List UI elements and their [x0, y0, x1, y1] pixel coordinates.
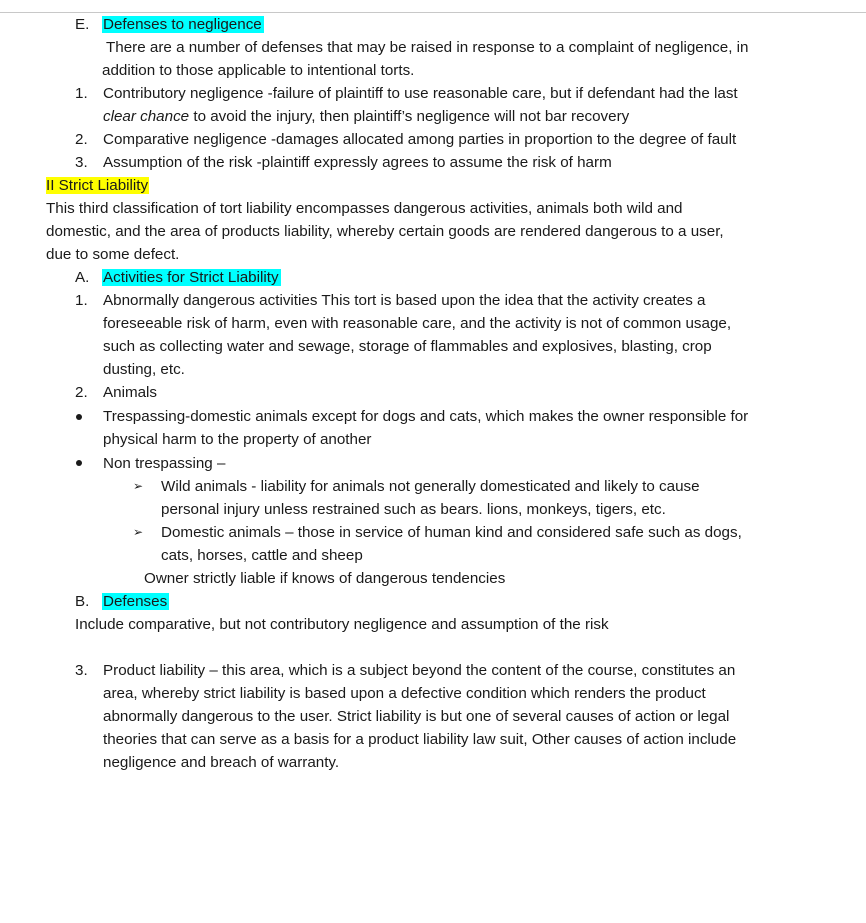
activity-1-line-2: foreseeable risk of harm, even with reasonable care, and the activity is not of common usage,: [103, 315, 732, 332]
section-e-intro-line-1: There are a number of defenses that may be raised in response to a complaint of negligence, in: [106, 39, 749, 56]
strict-liability-para-line-3: due to some defect.: [46, 246, 180, 263]
activity-2-text: Animals: [103, 384, 158, 401]
activity-2-marker: 2.: [75, 384, 88, 401]
product-liability-line-5: negligence and breach of warranty.: [103, 754, 340, 771]
defense-1-line-1: Contributory negligence -failure of plaintiff to use reasonable care, but if defendant had the last: [103, 85, 738, 102]
product-liability-line-1: Product liability – this area, which is a subject beyond the content of the course, constitutes an: [103, 662, 736, 679]
defense-2-marker: 2.: [75, 131, 88, 148]
section-e-marker: E.: [75, 16, 90, 33]
strict-liability-heading: [46, 174, 149, 197]
activity-1-line-3: such as collecting water and sewage, storage of flammables and explosives, blasting, crop: [103, 338, 712, 355]
activity-1-marker: 1.: [75, 292, 88, 309]
arrow-2-line-2: cats, horses, cattle and sheep: [161, 547, 363, 564]
arrow-2-line-1: Domestic animals – those in service of human kind and considered safe such as dogs,: [161, 524, 742, 541]
sub-b-marker: B.: [75, 593, 90, 610]
defense-3-text: Assumption of the risk -plaintiff expressly agrees to assume the risk of harm: [103, 154, 612, 171]
bullet-1-line-2: physical harm to the property of another: [103, 431, 372, 448]
arrow-bullet-icon: ➢: [133, 479, 144, 493]
section-e-heading: [102, 13, 264, 36]
strict-liability-para-line-2: domestic, and the area of products liability, whereby certain goods are rendered dangerous to a user,: [46, 223, 724, 240]
defense-2-text: Comparative negligence -damages allocated among parties in proportion to the degree of fault: [103, 131, 737, 148]
strict-liability-heading-text: II Strict Liability: [46, 177, 149, 194]
defense-1-marker: 1.: [75, 85, 88, 102]
sub-a-heading: [102, 266, 281, 289]
bullet-icon: [76, 414, 82, 420]
sub-b-text: Include comparative, but not contributory negligence and assumption of the risk: [75, 616, 609, 633]
product-liability-marker: 3.: [75, 662, 88, 679]
arrow-bullet-icon: ➢: [133, 525, 144, 539]
owner-note: Owner strictly liable if knows of dangerous tendencies: [144, 570, 506, 587]
sub-b-heading-text: Defenses: [103, 593, 168, 610]
defense-1-line-2-rest: to avoid the injury, then plaintiff’s negligence will not bar recovery: [189, 108, 630, 125]
activity-1-line-1: Abnormally dangerous activities This tort is based upon the idea that the activity creates a: [103, 292, 706, 309]
clear-chance-italic: clear chance: [103, 108, 190, 125]
arrow-1-line-2: personal injury unless restrained such as bears. lions, monkeys, tigers, etc.: [161, 501, 666, 518]
product-liability-line-4: theories that can serve as a basis for a product liability law suit, Other causes of action include: [103, 731, 737, 748]
sub-b-heading: [102, 590, 169, 613]
product-liability-line-3: abnormally dangerous to the user. Strict liability is but one of several causes of action or legal: [103, 708, 730, 725]
defense-3-marker: 3.: [75, 154, 88, 171]
strict-liability-para-line-1: This third classification of tort liability encompasses dangerous activities, animals both wild and: [46, 200, 683, 217]
section-e-intro-line-2: addition to those applicable to intentional torts.: [102, 62, 415, 79]
activity-1-line-4: dusting, etc.: [103, 361, 185, 378]
section-e-heading-text: Defenses to negligence: [103, 16, 262, 33]
sub-a-marker: A.: [75, 269, 90, 286]
bullet-1-line-1: Trespassing-domestic animals except for dogs and cats, which makes the owner responsible for: [103, 408, 749, 425]
defense-1-line-2: [103, 105, 629, 128]
bullet-2-text: Non trespassing –: [103, 455, 226, 472]
arrow-1-line-1: Wild animals - liability for animals not generally domesticated and likely to cause: [161, 478, 700, 495]
bullet-icon: [76, 460, 82, 466]
product-liability-line-2: area, whereby strict liability is based upon a defective condition which renders the product: [103, 685, 706, 702]
sub-a-heading-text: Activities for Strict Liability: [103, 269, 279, 286]
